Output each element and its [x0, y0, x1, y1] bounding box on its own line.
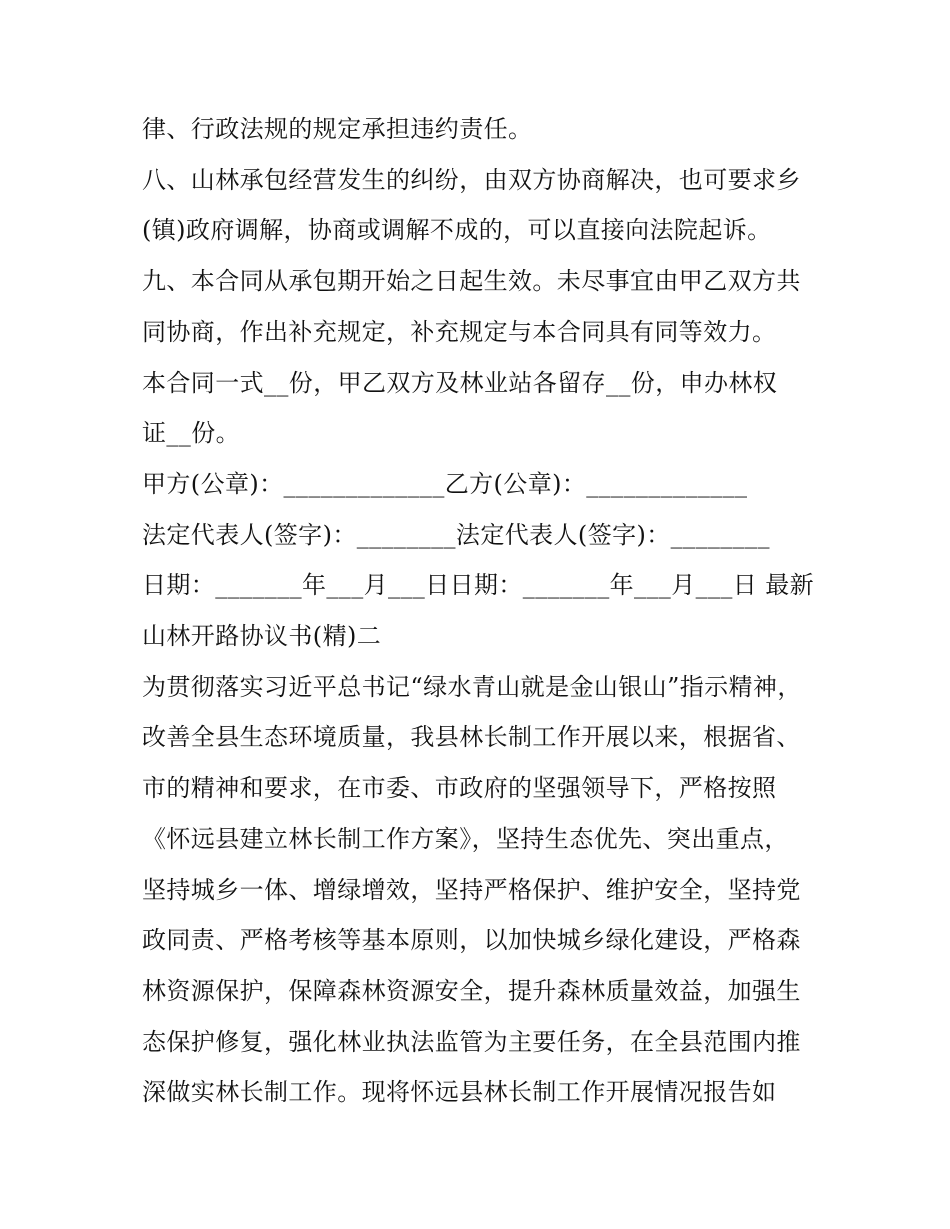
text-line: 政同责、严格考核等基本原则，以加快城乡绿化建设，严格森 [142, 926, 801, 954]
text-line: 态保护修复，强化林业执法监管为主要任务，在全县范围内推 [142, 1028, 801, 1056]
text-line: 九、本合同从承包期开始之日起生效。未尽事宜由甲乙双方共 [142, 267, 801, 295]
text-line: 本合同一式__份，甲乙双方及林业站各留存__份，申办林权 [142, 369, 778, 397]
text-line: 坚持城乡一体、增绿增效，坚持严格保护、维护安全，坚持党 [142, 876, 801, 904]
text-line: 深做实林长制工作。现将怀远县林长制工作开展情况报告如 [142, 1078, 777, 1106]
signature-line-party: 甲方(公章)：_____________乙方(公章)：_____________ [142, 470, 748, 498]
text-line: 同协商，作出补充规定，补充规定与本合同具有同等效力。 [142, 318, 777, 346]
text-line: 改善全县生态环境质量，我县林长制工作开展以来，根据省、 [142, 723, 801, 751]
text-line: 林资源保护，保障森林资源安全，提升森林质量效益，加强生 [142, 977, 801, 1005]
text-line: 证__份。 [142, 419, 240, 447]
signature-line-representative: 法定代表人(签字)：________法定代表人(签字)：________ [142, 521, 770, 549]
text-line: 《怀远县建立林长制工作方案》，坚持生态优先、突出重点， [142, 825, 789, 853]
signature-line-date: 日期：_______年___月___日日期：_______年___月___日 最新 [142, 571, 815, 599]
text-line: (镇)政府调解，协商或调解不成的，可以直接向法院起诉。 [142, 216, 772, 244]
text-line: 为贯彻落实习近平总书记“绿水青山就是金山银山”指示精神， [142, 673, 802, 701]
text-line: 八、山林承包经营发生的纠纷，由双方协商解决，也可要求乡 [142, 166, 801, 194]
section-heading: 山林开路协议书(精)二 [142, 622, 382, 650]
text-line: 律、行政法规的规定承担违约责任。 [142, 115, 533, 143]
text-line: 市的精神和要求，在市委、市政府的坚强领导下，严格按照 [142, 774, 777, 802]
